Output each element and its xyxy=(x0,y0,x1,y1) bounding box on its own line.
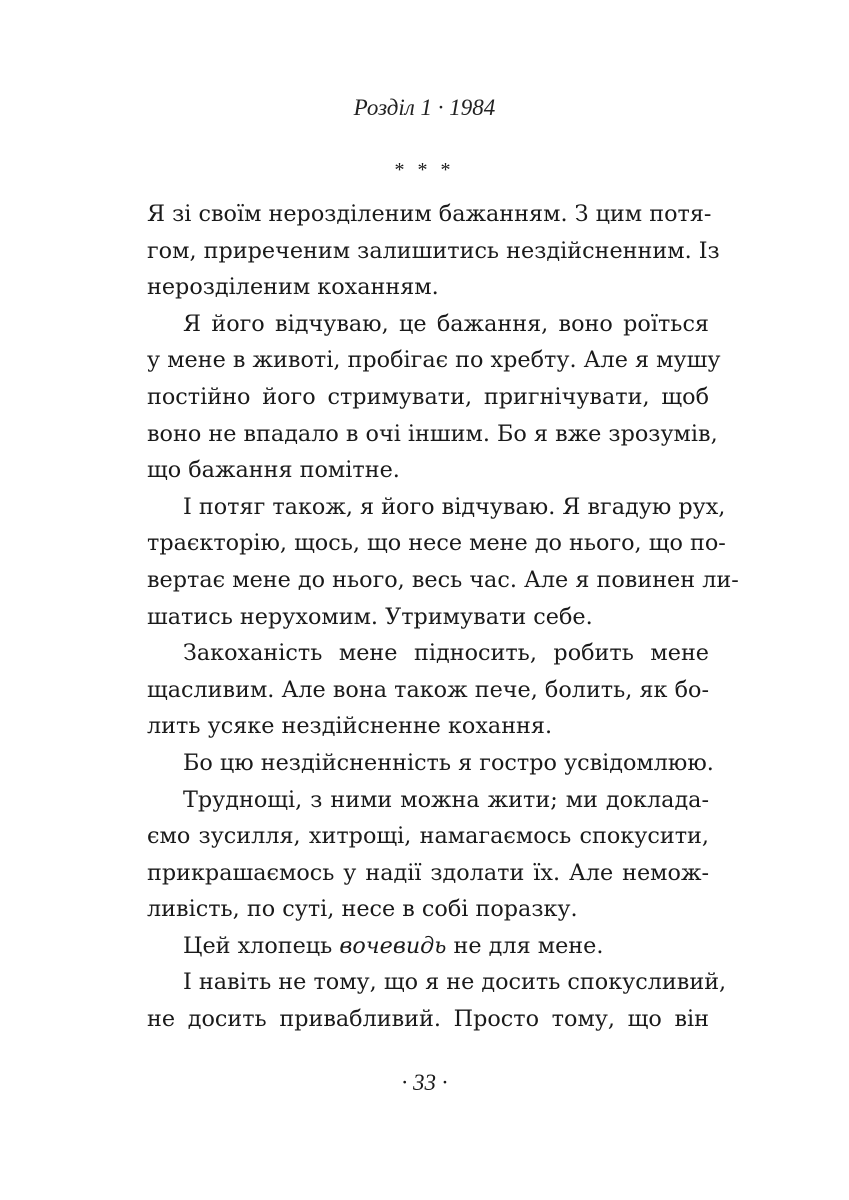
text-line: гом, приреченим залишитись нездійсненним. Із xyxy=(147,237,720,264)
text-line: траєкторію, щось, що несе мене до нього, що по- xyxy=(147,530,726,557)
text-line: ємо зусилля, хитрощі, намагаємось спокусити, xyxy=(147,823,709,850)
text-line: І навіть не тому, що я не досить спокусливий, xyxy=(183,969,727,996)
text-line: Я зі своїм нерозділеним бажанням. З цим потя- xyxy=(147,201,712,227)
emphasis-word: вочевидь xyxy=(339,932,447,959)
text-line: щасливим. Але вона також пече, болить, як бо- xyxy=(147,676,709,703)
running-head: Розділ 1 · 1984 xyxy=(353,95,496,120)
text-line: шатись нерухомим. Утримувати себе. xyxy=(147,603,593,630)
text-line: постійно його стримувати, пригнічувати, щоб xyxy=(147,383,709,410)
text-line: не досить привабливий. Просто тому, що він xyxy=(147,1006,709,1033)
text-line: прикрашаємось у надії здолати їх. Але немож- xyxy=(147,859,709,886)
text-line: що бажання помітне. xyxy=(147,457,400,484)
text-line: Бо цю нездійсненність я гостро усвідомлюю. xyxy=(183,749,714,776)
section-separator: * * * xyxy=(394,159,455,181)
text-run: Цей хлопець xyxy=(183,932,340,959)
text-line: воно не впадало в очі іншим. Бо я вже зрозумів, xyxy=(147,420,718,447)
body-text xyxy=(147,196,739,1038)
text-line: ливість, по суті, несе в собі поразку. xyxy=(147,896,578,923)
text-line: лить усяке нездійсненне кохання. xyxy=(147,713,553,740)
page-number: · 33 · xyxy=(401,1070,448,1095)
text-line: Я його відчуваю, це бажання, воно роїться xyxy=(183,310,709,337)
text-line: у мене в животі, пробігає по хребту. Але я мушу xyxy=(147,347,721,374)
text-line: вертає мене до нього, весь час. Але я повинен ли- xyxy=(147,566,739,593)
text-line: Закоханість мене підносить, робить мене xyxy=(183,640,709,667)
text-line-with-emphasis xyxy=(147,928,709,965)
text-line: нерозділеним коханням. xyxy=(147,274,439,301)
text-run: не для мене. xyxy=(446,932,604,959)
text-line: І потяг також, я його відчуваю. Я вгадую рух, xyxy=(183,493,726,520)
text-line: Труднощі, з ними можна жити; ми доклада- xyxy=(183,786,709,813)
